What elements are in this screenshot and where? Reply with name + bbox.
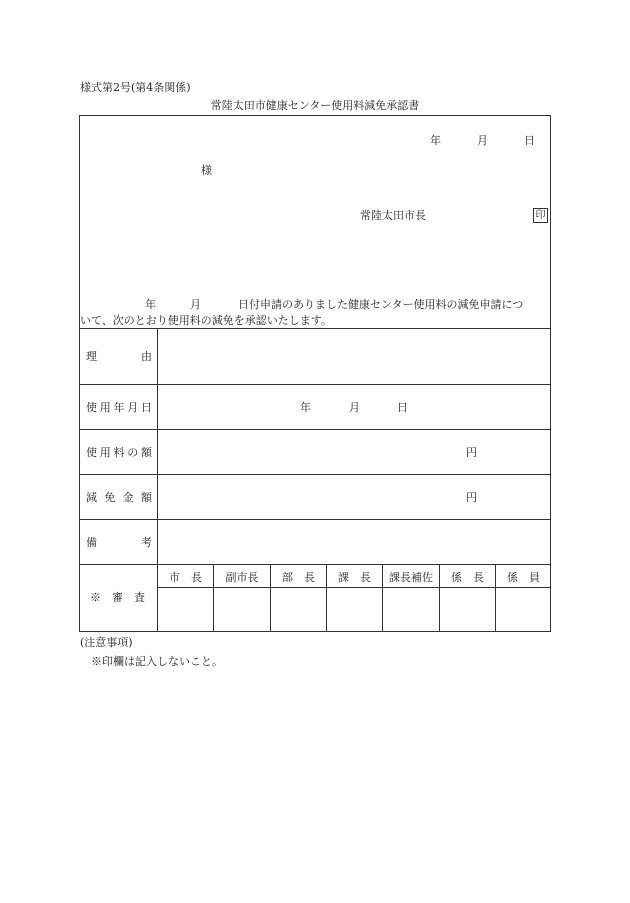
use-date-day: 日 <box>397 401 408 414</box>
label-reduction: 減 免 金 額 <box>86 491 152 504</box>
issuer-name: 常陸太田市長 <box>360 209 426 222</box>
review-col-director: 部 長 <box>282 571 315 584</box>
review-header-divider <box>157 587 551 588</box>
review-col-subsection-chief: 係 長 <box>451 571 484 584</box>
label-review: ※ 審 査 <box>90 591 145 604</box>
reduction-unit: 円 <box>466 491 477 504</box>
use-date-year: 年 <box>300 401 311 414</box>
seal-mark: 印 <box>533 208 548 223</box>
body-text-line2: いて、次のとおり使用料の減免を承認いたします。 <box>80 314 332 327</box>
date-month: 月 <box>477 134 488 147</box>
label-use-date: 使用年月日 <box>86 401 152 414</box>
label-reason: 理 由 <box>86 350 152 363</box>
use-date-month: 月 <box>349 401 360 414</box>
row-divider <box>79 564 551 565</box>
row-divider <box>79 328 551 329</box>
label-column-divider <box>157 328 158 632</box>
row-divider <box>79 429 551 430</box>
body-text-line1: 日付申請のありました健康センター使用料の減免申請につ <box>238 298 524 311</box>
review-col-staff: 係 員 <box>507 571 540 584</box>
notes-heading: (注意事項) <box>80 636 133 649</box>
review-col-mayor: 市 長 <box>169 571 202 584</box>
label-remarks: 備 考 <box>86 536 152 549</box>
date-year: 年 <box>430 134 441 147</box>
review-col-section-chief: 課 長 <box>338 571 371 584</box>
row-divider <box>79 384 551 385</box>
form-frame <box>79 115 551 632</box>
row-divider <box>79 519 551 520</box>
notes-item: ※印欄は記入しないこと。 <box>91 655 223 668</box>
fee-unit: 円 <box>466 446 477 459</box>
document-title: 常陸太田市健康センター使用料減免承認書 <box>210 99 420 112</box>
review-col-deputy-mayor: 副市長 <box>225 571 259 584</box>
label-fee: 使用料の額 <box>86 446 152 459</box>
body-year: 年 <box>145 298 156 311</box>
form-number: 様式第2号(第4条関係) <box>80 81 191 94</box>
body-month: 月 <box>190 298 201 311</box>
row-divider <box>79 474 551 475</box>
addressee-honorific: 様 <box>201 164 212 177</box>
date-day: 日 <box>524 134 535 147</box>
review-col-assistant-chief: 課長補佐 <box>389 571 433 584</box>
